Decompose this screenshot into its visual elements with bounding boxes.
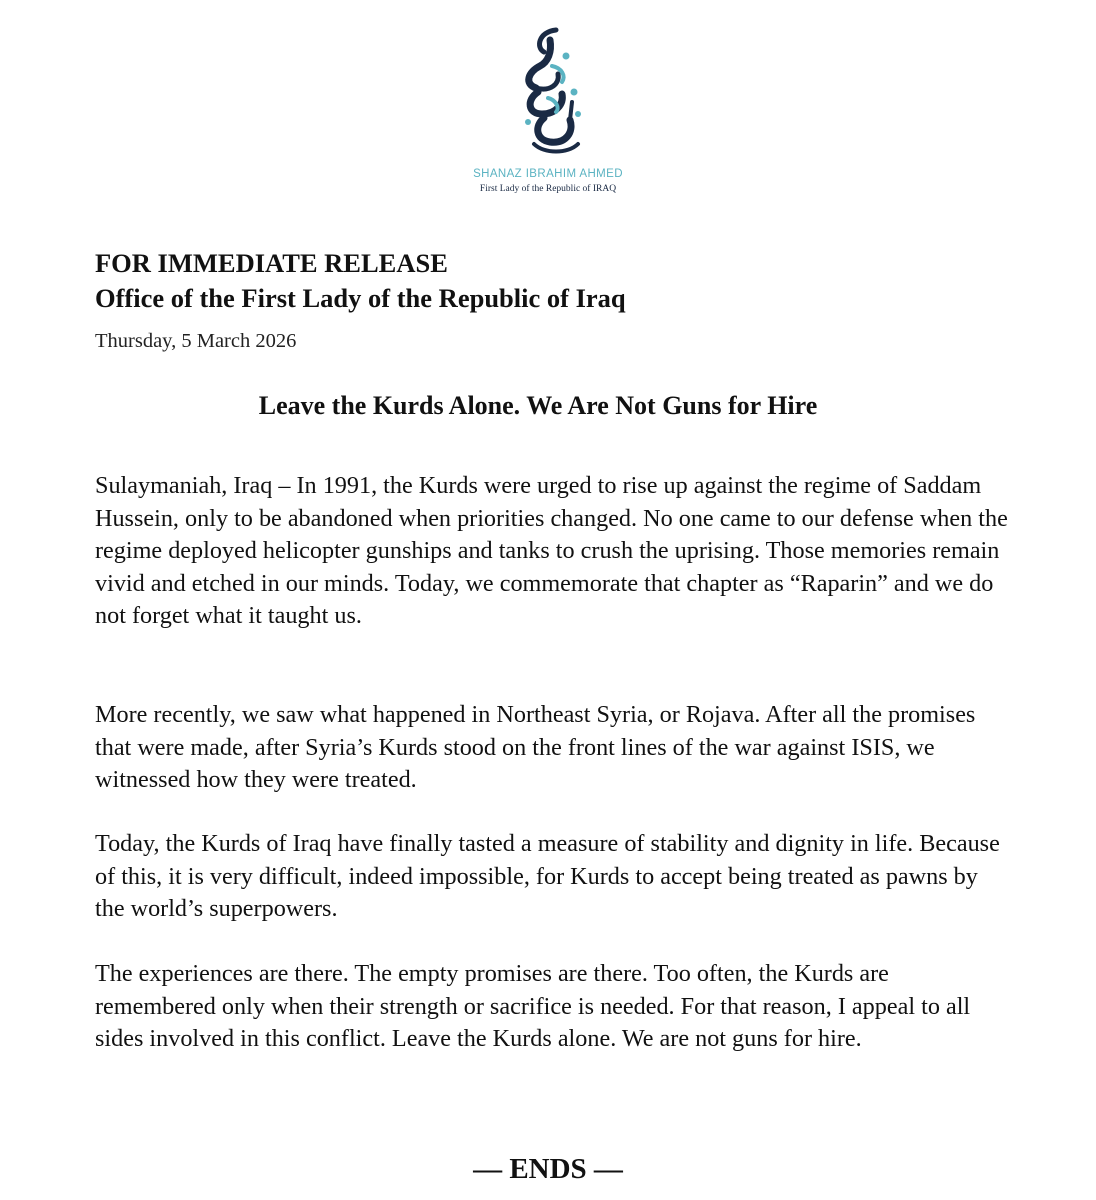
- body-paragraph: The experiences are there. The empty promises are there. Too often, the Kurds are remembered only when their strength or sacrifice is needed. For that reason, I appeal to all sides involved in this conflict. Leave the Kurds alone. We are not guns for hire.: [95, 960, 971, 1052]
- body-paragraph: Today, the Kurds of Iraq have finally tasted a measure of stability and dignity in life. Because of this, it is very difficult, indeed impossible, for Kurds to accept being treated as pawns by the world’s superpowers.: [95, 830, 1000, 922]
- logo-subtitle: First Lady of the Republic of IRAQ: [479, 184, 617, 194]
- calligraphy-logo-icon: [478, 22, 618, 162]
- ends-marker: — ENDS —: [473, 1153, 623, 1185]
- release-date: Thursday, 5 March 2026: [95, 330, 297, 352]
- office-name: Office of the First Lady of the Republic of Iraq: [95, 283, 626, 313]
- headline: Leave the Kurds Alone. We Are Not Guns for Hire: [258, 391, 818, 420]
- body-paragraph: Sulaymaniah, Iraq – In 1991, the Kurds were urged to rise up against the regime of Saddam Hussein, only to be abandoned when priorities changed. No one came to our defense when the regime deployed helicopter gunships and tanks to crush the uprising. Those memories remain vivid and etched in our minds. Today, we commemorate that chapter as “Raparin” and we do not forget what it taught us.: [95, 472, 1008, 629]
- logo: [0, 22, 1096, 162]
- release-label: FOR IMMEDIATE RELEASE: [95, 248, 448, 278]
- logo-name: SHANAZ IBRAHIM AHMED: [473, 168, 623, 180]
- body-paragraph: More recently, we saw what happened in Northeast Syria, or Rojava. After all the promises that were made, after Syria’s Kurds stood on the front lines of the war against ISIS, we witnessed how they were treated.: [95, 701, 976, 793]
